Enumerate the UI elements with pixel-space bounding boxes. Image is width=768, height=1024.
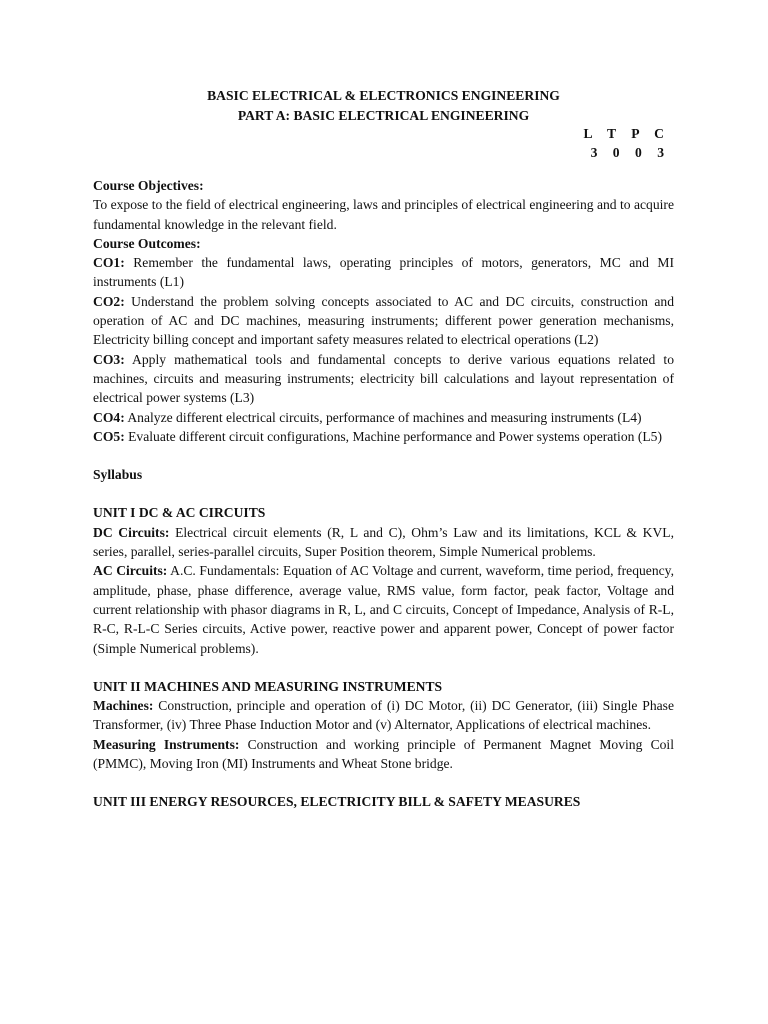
machines-paragraph	[93, 696, 674, 735]
outcome-text: Analyze different electrical circuits, performance of machines and measuring instruments (L4)	[124, 409, 642, 425]
measuring-instruments-text: Construction and working principle of Permanent Magnet Moving Coil (PMMC), Moving Iron (MI) Instruments and Wheat Stone bridge.	[93, 736, 674, 772]
outcome-text: Apply mathematical tools and fundamental concepts to derive various equations related to machines, circuits and measuring instruments; electricity bill calculations and layout representation of electrical power systems (L3)	[93, 351, 674, 406]
document-body	[93, 176, 674, 812]
ac-circuits-label: AC Circuits:	[93, 563, 168, 579]
outcome-label: CO1:	[93, 255, 125, 271]
outcome-item	[93, 427, 674, 446]
ac-circuits-paragraph	[93, 561, 674, 657]
outcome-item	[93, 408, 674, 427]
outcome-text: Evaluate different circuit configurations, Machine performance and Power systems operation (L5)	[124, 428, 662, 444]
outcome-text: Understand the problem solving concepts associated to AC and DC circuits, construction and operation of AC and DC machines, measuring instruments; different power generation mechanisms, Electricity billing concept and important safety measures related to electrical operations (L2)	[93, 293, 674, 348]
objectives-heading: Course Objectives:	[93, 178, 204, 193]
outcome-item	[93, 292, 674, 350]
unit3-heading: UNIT III ENERGY RESOURCES, ELECTRICITY BILL & SAFETY MEASURES	[93, 794, 581, 810]
machines-text: Construction, principle and operation of (i) DC Motor, (ii) DC Generator, (iii) Single Phase Transformer, (iv) Three Phase Induction Motor and (v) Alternator, Applications of electrical machines.	[93, 698, 674, 733]
outcomes-heading: Course Outcomes:	[93, 235, 201, 251]
outcome-label: CO3:	[93, 351, 125, 367]
objectives-text: To expose to the field of electrical engineering, laws and principles of electrical engineering and to acquire fundamental knowledge in the relevant field.	[93, 197, 674, 232]
outcome-label: CO5:	[93, 428, 125, 444]
outcome-item	[93, 350, 674, 408]
syllabus-heading: Syllabus	[93, 467, 143, 483]
ac-circuits-text: A.C. Fundamentals: Equation of AC Voltage and current, waveform, time period, frequency, amplitude, phase, phase difference, average value, RMS value, form factor, peak factor, Voltage and current relationship with phasor diagrams in R, L, and C circuits, Concept of Impedance, Analysis of R-L, R-C, R-L-C Series circuits, Active power, reactive power and apparent power, Concept of power factor (Simple Numerical problems).	[93, 563, 674, 656]
dc-circuits-text: Electrical circuit elements (R, L and C), Ohm’s Law and its limitations, KCL & KVL, series, parallel, series-parallel circuits, Super Position theorem, Simple Numerical problems.	[93, 524, 674, 560]
ltpc-values: 3 0 0 3	[590, 145, 670, 160]
measuring-instruments-label: Measuring Instruments:	[93, 736, 240, 752]
outcome-text: Remember the fundamental laws, operating principles of motors, generators, MC and MI instruments (L1)	[93, 255, 674, 290]
ltpc-header: L T P C	[583, 126, 670, 141]
outcome-item	[93, 253, 674, 292]
unit1-heading: UNIT I DC & AC CIRCUITS	[93, 505, 266, 521]
dc-circuits-paragraph	[93, 523, 674, 562]
outcome-label: CO2:	[93, 293, 125, 309]
part-title: PART A: BASIC ELECTRICAL ENGINEERING	[237, 108, 530, 123]
ltpc-table	[584, 124, 670, 162]
measuring-instruments-paragraph	[93, 735, 674, 774]
machines-label: Machines:	[93, 698, 154, 714]
document-page	[93, 86, 674, 812]
course-title: BASIC ELECTRICAL & ELECTRONICS ENGINEERING	[207, 88, 560, 103]
outcome-label: CO4:	[93, 409, 125, 425]
unit2-heading: UNIT II MACHINES AND MEASURING INSTRUMENTS	[93, 678, 443, 694]
dc-circuits-label: DC Circuits:	[93, 524, 170, 540]
